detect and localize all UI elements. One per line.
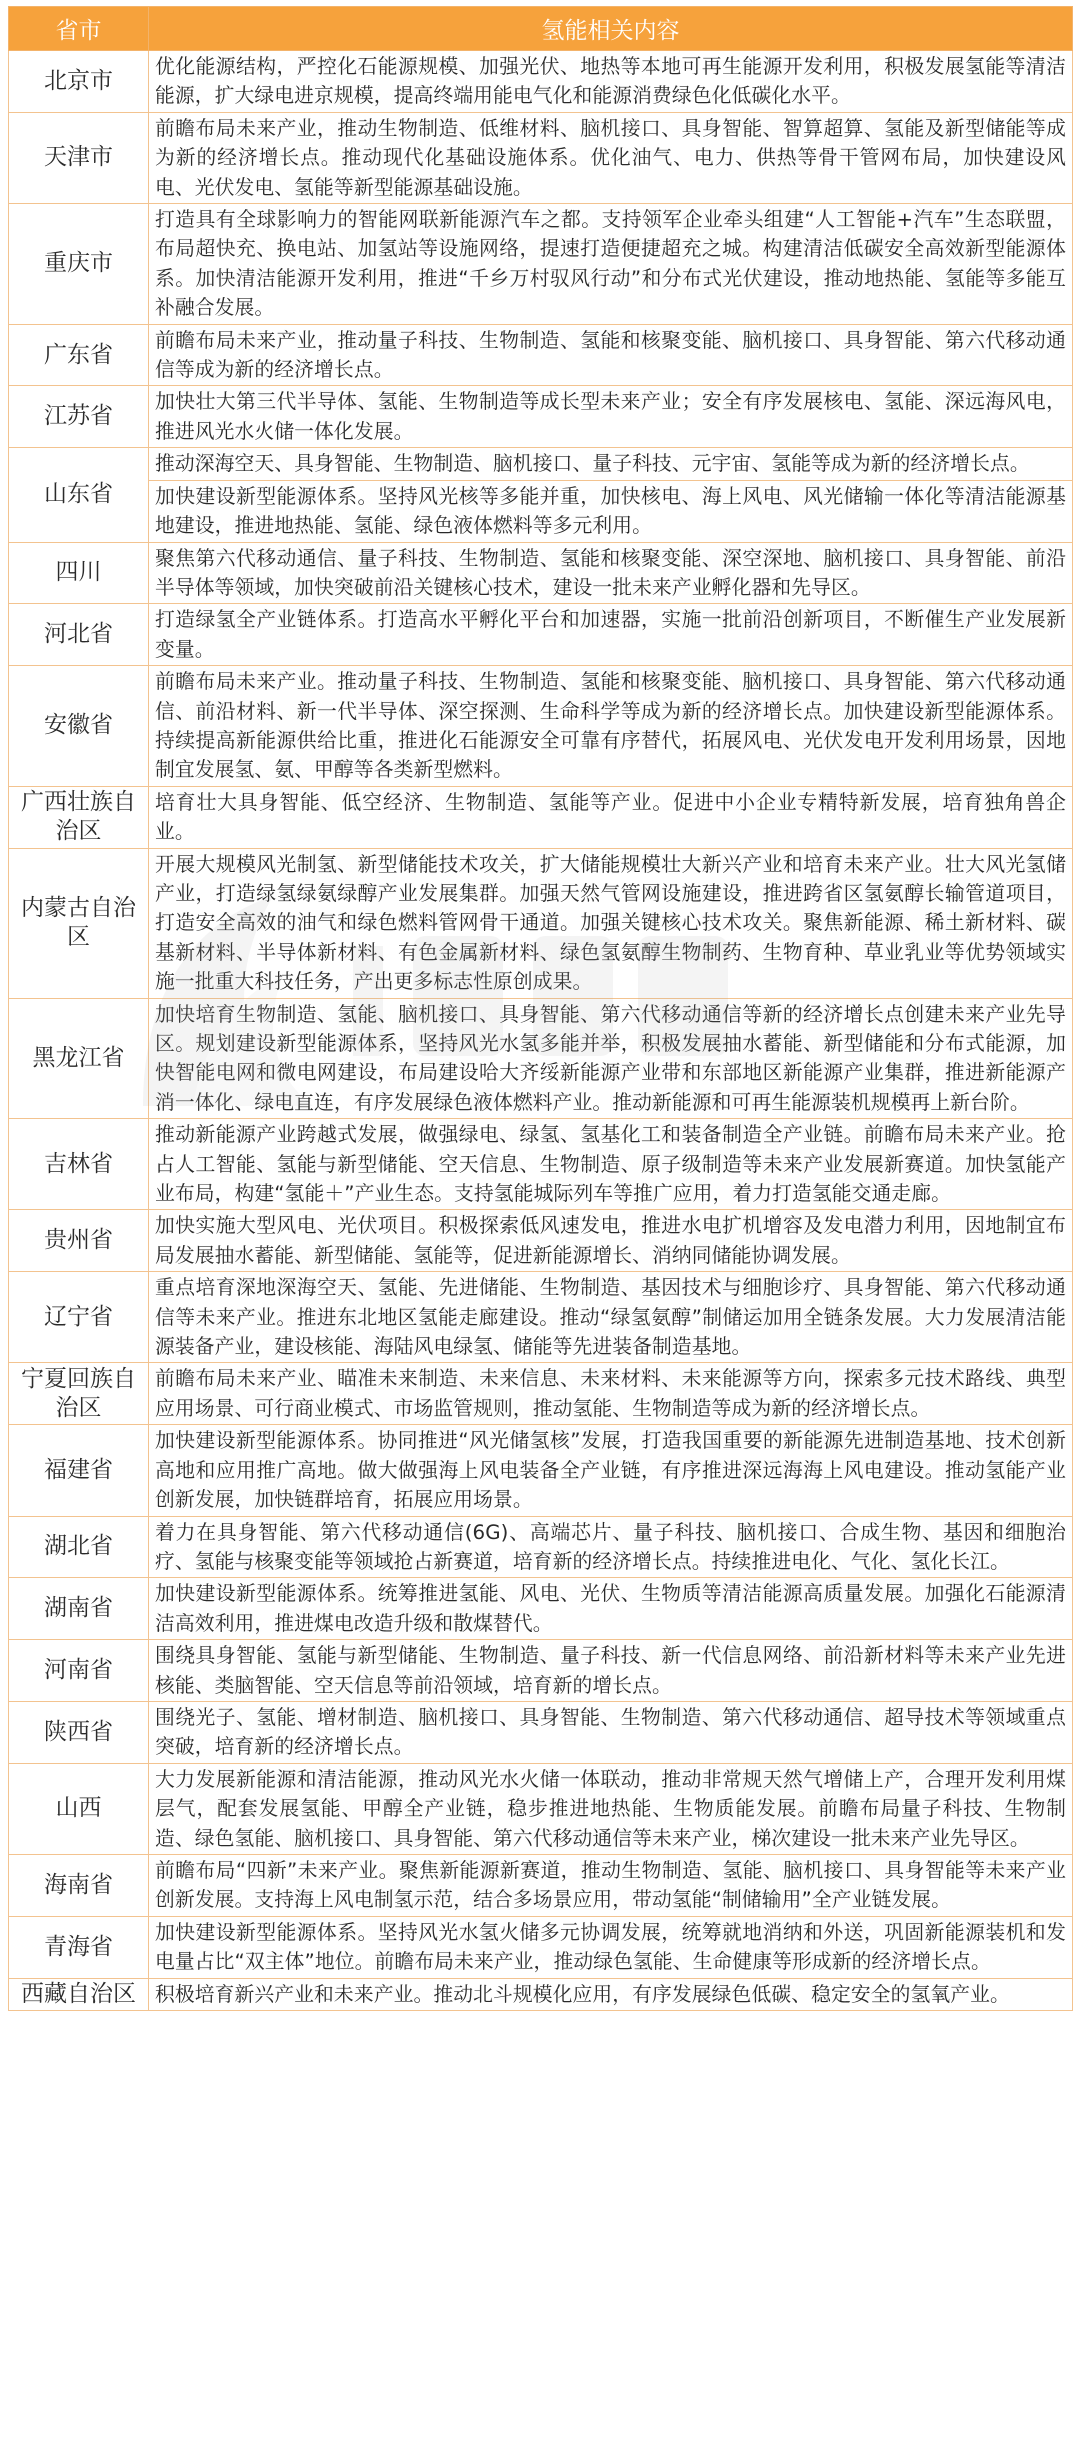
table-header-row [9, 7, 1073, 51]
province-cell: 河北省 [9, 604, 149, 666]
content-cell: 前瞻布局未来产业，推动生物制造、低维材料、脑机接口、具身智能、智算超算、氢能及新型储能等成为新的经济增长点。推动现代化基础设施体系。优化油气、电力、供热等骨干管网布局，加快建设风电、光伏发电、氢能等新型能源基础设施。 [149, 112, 1073, 203]
content-cell: 加快壮大第三代半导体、氢能、生物制造等成长型未来产业；安全有序发展核电、氢能、深远海风电，推进风光水火储一体化发展。 [149, 386, 1073, 448]
table-row [9, 480, 1073, 542]
content-cell: 前瞻布局未来产业、瞄准未来制造、未来信息、未来材料、未来能源等方向，探索多元技术路线、典型应用场景、可行商业模式、市场监管规则，推动氢能、生物制造等成为新的经济增长点。 [149, 1363, 1073, 1425]
table-row [9, 1854, 1073, 1916]
province-cell: 重庆市 [9, 204, 149, 325]
table-row [9, 1978, 1073, 2010]
province-cell: 广西壮族自治区 [9, 786, 149, 848]
table-row [9, 1640, 1073, 1702]
content-cell: 打造具有全球影响力的智能网联新能源汽车之都。支持领军企业牵头组建“人工智能+汽车”生态联盟，布局超快充、换电站、加氢站等设施网络，提速打造便捷超充之城。构建清洁低碳安全高效新型能源体系。加快清洁能源开发利用，推进“千乡万村驭风行动”和分布式光伏建设，推动地热能、氢能等多能互补融合发展。 [149, 204, 1073, 325]
province-cell: 海南省 [9, 1854, 149, 1916]
province-cell: 安徽省 [9, 666, 149, 787]
province-cell: 福建省 [9, 1425, 149, 1516]
province-cell: 广东省 [9, 324, 149, 386]
province-cell: 贵州省 [9, 1210, 149, 1272]
content-cell: 加快建设新型能源体系。坚持风光核等多能并重，加快核电、海上风电、风光储输一体化等清洁能源基地建设，推进地热能、氢能、绿色液体燃料等多元利用。 [149, 480, 1073, 542]
province-cell: 北京市 [9, 51, 149, 113]
table-row [9, 542, 1073, 604]
content-cell: 加快建设新型能源体系。坚持风光水氢火储多元协调发展，统筹就地消纳和外送，巩固新能源装机和发电量占比“双主体”地位。前瞻布局未来产业，推动绿色氢能、生命健康等形成新的经济增长点。 [149, 1916, 1073, 1978]
province-cell: 湖北省 [9, 1516, 149, 1578]
table-row [9, 448, 1073, 480]
content-cell: 围绕具身智能、氢能与新型储能、生物制造、量子科技、新一代信息网络、前沿新材料等未来产业先进核能、类脑智能、空天信息等前沿领域，培育新的增长点。 [149, 1640, 1073, 1702]
province-cell: 陕西省 [9, 1701, 149, 1763]
content-cell: 优化能源结构，严控化石能源规模、加强光伏、地热等本地可再生能源开发利用，积极发展氢能等清洁能源，扩大绿电进京规模，提高终端用能电气化和能源消费绿色化低碳化水平。 [149, 51, 1073, 113]
table-row [9, 998, 1073, 1119]
table-row [9, 1578, 1073, 1640]
table-row [9, 786, 1073, 848]
content-cell: 前瞻布局未来产业，推动量子科技、生物制造、氢能和核聚变能、脑机接口、具身智能、第六代移动通信等成为新的经济增长点。 [149, 324, 1073, 386]
content-cell: 大力发展新能源和清洁能源，推动风光水火储一体联动，推动非常规天然气增储上产，合理开发利用煤层气，配套发展氢能、甲醇全产业链，稳步推进地热能、生物质能发展。前瞻布局量子科技、生物制造、绿色氢能、脑机接口、具身智能、第六代移动通信等未来产业，梯次建设一批未来产业先导区。 [149, 1763, 1073, 1854]
table-row [9, 1272, 1073, 1363]
province-cell: 山西 [9, 1763, 149, 1854]
content-cell: 加快培育生物制造、氢能、脑机接口、具身智能、第六代移动通信等新的经济增长点创建未来产业先导区。规划建设新型能源体系，坚持风光水氢多能并举，积极发展抽水蓄能、新型储能和分布式能源，加快智能电网和微电网建设，布局建设哈大齐绥新能源产业带和东部地区新能源产业集群，推进新能源产消一体化、绿电直连，有序发展绿色液体燃料产业。推动新能源和可再生能源装机规模再上新台阶。 [149, 998, 1073, 1119]
table-row [9, 666, 1073, 787]
table-row [9, 1916, 1073, 1978]
table-row [9, 51, 1073, 113]
table-row [9, 386, 1073, 448]
header-province: 省市 [9, 7, 149, 51]
province-cell: 山东省 [9, 448, 149, 542]
header-content: 氢能相关内容 [149, 7, 1073, 51]
content-cell: 培育壮大具身智能、低空经济、生物制造、氢能等产业。促进中小企业专精特新发展，培育独角兽企业。 [149, 786, 1073, 848]
table-row [9, 604, 1073, 666]
province-cell: 内蒙古自治区 [9, 848, 149, 998]
page [8, 6, 1072, 2011]
province-cell: 青海省 [9, 1916, 149, 1978]
province-cell: 四川 [9, 542, 149, 604]
table-row [9, 1210, 1073, 1272]
province-cell: 吉林省 [9, 1119, 149, 1210]
province-cell: 天津市 [9, 112, 149, 203]
content-cell: 加快建设新型能源体系。协同推进“风光储氢核”发展，打造我国重要的新能源先进制造基地、技术创新高地和应用推广高地。做大做强海上风电装备全产业链，有序推进深远海海上风电建设。推动氢能产业创新发展，加快链群培育，拓展应用场景。 [149, 1425, 1073, 1516]
province-cell: 西藏自治区 [9, 1978, 149, 2010]
content-cell: 开展大规模风光制氢、新型储能技术攻关，扩大储能规模壮大新兴产业和培育未来产业。壮大风光氢储产业，打造绿氢绿氨绿醇产业发展集群。加强天然气管网设施建设，推进跨省区氢氨醇长输管道项目，打造安全高效的油气和绿色燃料管网骨干通道。加强关键核心技术攻关。聚焦新能源、稀土新材料、碳基新材料、半导体新材料、有色金属新材料、绿色氢氨醇生物制药、生物育种、草业乳业等优势领域实施一批重大科技任务，产出更多标志性原创成果。 [149, 848, 1073, 998]
table-row [9, 204, 1073, 325]
content-cell: 前瞻布局“四新”未来产业。聚焦新能源新赛道，推动生物制造、氢能、脑机接口、具身智能等未来产业创新发展。支持海上风电制氢示范，结合多场景应用，带动氢能“制储输用”全产业链发展。 [149, 1854, 1073, 1916]
province-cell: 宁夏回族自治区 [9, 1363, 149, 1425]
content-cell: 聚焦第六代移动通信、量子科技、生物制造、氢能和核聚变能、深空深地、脑机接口、具身智能、前沿半导体等领域，加快突破前沿关键核心技术，建设一批未来产业孵化器和先导区。 [149, 542, 1073, 604]
table-row [9, 1516, 1073, 1578]
content-cell: 重点培育深地深海空天、氢能、先进储能、生物制造、基因技术与细胞诊疗、具身智能、第六代移动通信等未来产业。推进东北地区氢能走廊建设。推动“绿氢氨醇”制储运加用全链条发展。大力发展清洁能源装备产业，建设核能、海陆风电绿氢、储能等先进装备制造基地。 [149, 1272, 1073, 1363]
content-cell: 前瞻布局未来产业。推动量子科技、生物制造、氢能和核聚变能、脑机接口、具身智能、第六代移动通信、前沿材料、新一代半导体、深空探测、生命科学等成为新的经济增长点。加快建设新型能源体系。持续提高新能源供给比重，推进化石能源安全可靠有序替代，拓展风电、光伏发电开发利用场景，因地制宜发展氢、氨、甲醇等各类新型燃料。 [149, 666, 1073, 787]
content-cell: 积极培育新兴产业和未来产业。推动北斗规模化应用，有序发展绿色低碳、稳定安全的氢氧产业。 [149, 1978, 1073, 2010]
content-cell: 打造绿氢全产业链体系。打造高水平孵化平台和加速器，实施一批前沿创新项目，不断催生产业发展新变量。 [149, 604, 1073, 666]
content-cell: 围绕光子、氢能、增材制造、脑机接口、具身智能、生物制造、第六代移动通信、超导技术等领域重点突破，培育新的经济增长点。 [149, 1701, 1073, 1763]
table-body [9, 51, 1073, 2011]
hydrogen-policy-table [8, 6, 1073, 2011]
table-row [9, 324, 1073, 386]
table-row [9, 848, 1073, 998]
content-cell: 加快建设新型能源体系。统筹推进氢能、风电、光伏、生物质等清洁能源高质量发展。加强化石能源清洁高效利用，推进煤电改造升级和散煤替代。 [149, 1578, 1073, 1640]
province-cell: 湖南省 [9, 1578, 149, 1640]
table-row [9, 1763, 1073, 1854]
table-row [9, 1363, 1073, 1425]
province-cell: 黑龙江省 [9, 998, 149, 1119]
province-cell: 江苏省 [9, 386, 149, 448]
content-cell: 推动新能源产业跨越式发展，做强绿电、绿氢、氢基化工和装备制造全产业链。前瞻布局未来产业。抢占人工智能、氢能与新型储能、空天信息、生物制造、原子级制造等未来产业发展新赛道。加快氢能产业布局，构建“氢能＋”产业生态。支持氢能城际列车等推广应用，着力打造氢能交通走廊。 [149, 1119, 1073, 1210]
content-cell: 推动深海空天、具身智能、生物制造、脑机接口、量子科技、元宇宙、氢能等成为新的经济增长点。 [149, 448, 1073, 480]
table-row [9, 1701, 1073, 1763]
content-cell: 加快实施大型风电、光伏项目。积极探索低风速发电，推进水电扩机增容及发电潜力利用，因地制宜布局发展抽水蓄能、新型储能、氢能等，促进新能源增长、消纳同储能协调发展。 [149, 1210, 1073, 1272]
content-cell: 着力在具身智能、第六代移动通信(6G)、高端芯片、量子科技、脑机接口、合成生物、基因和细胞治疗、氢能与核聚变能等领域抢占新赛道，培育新的经济增长点。持续推进电化、气化、氢化长江。 [149, 1516, 1073, 1578]
table-row [9, 112, 1073, 203]
table-row [9, 1425, 1073, 1516]
table-row [9, 1119, 1073, 1210]
province-cell: 河南省 [9, 1640, 149, 1702]
province-cell: 辽宁省 [9, 1272, 149, 1363]
